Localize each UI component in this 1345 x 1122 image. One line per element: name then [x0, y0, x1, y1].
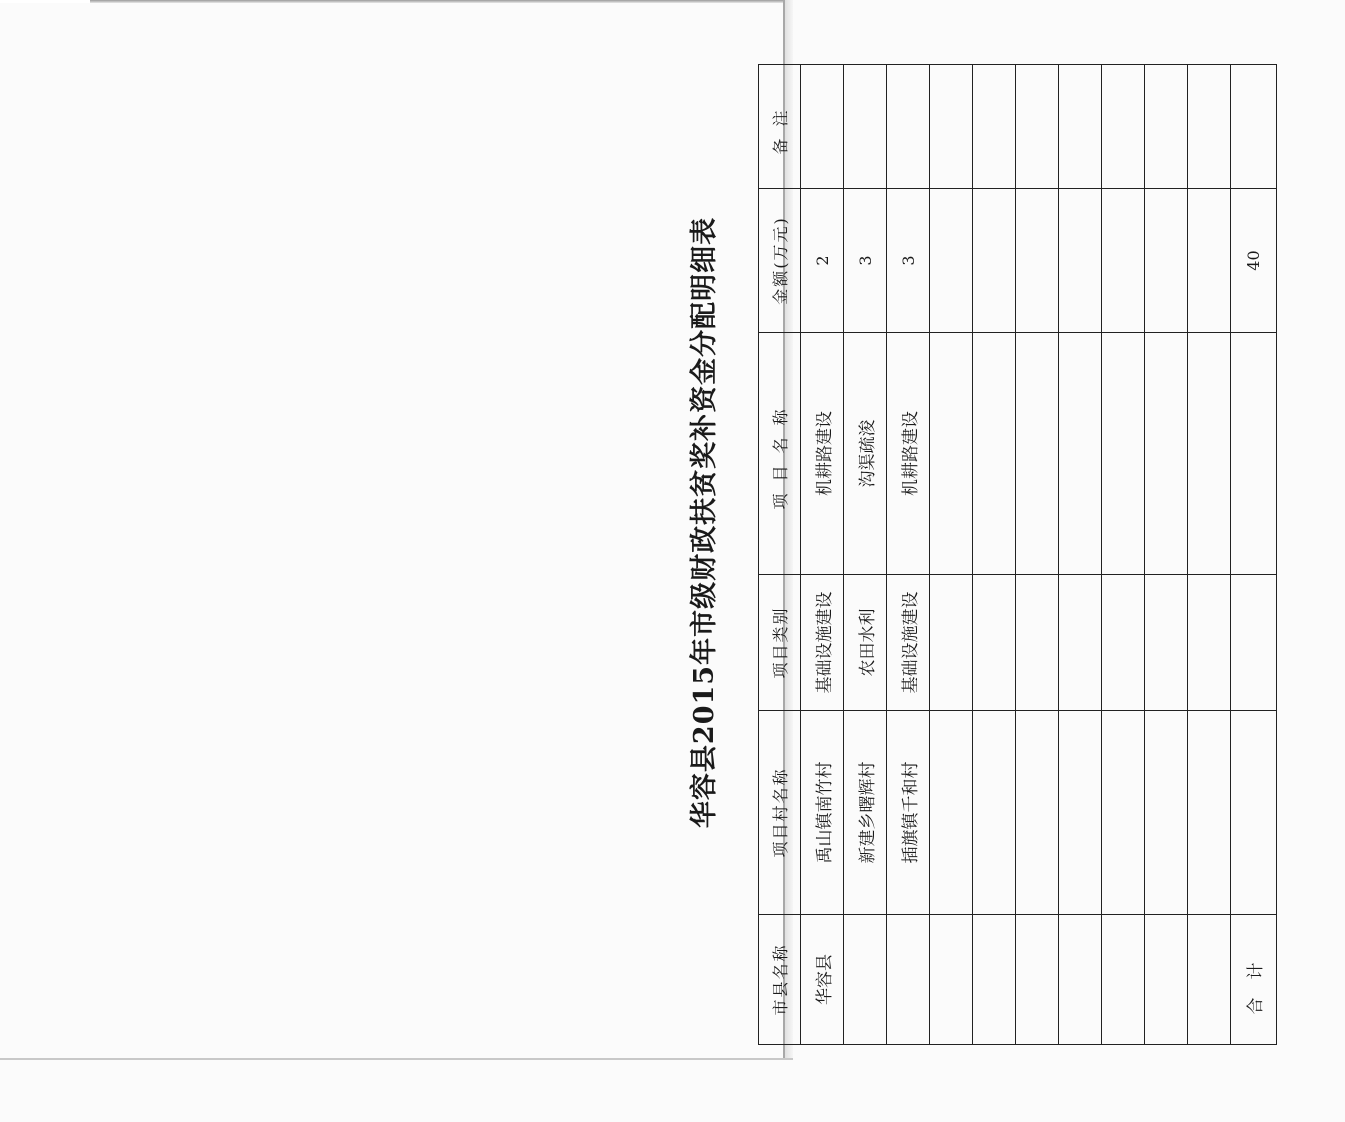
project-name-cell	[930, 333, 973, 575]
category-cell	[1145, 575, 1188, 711]
village-cell	[1145, 711, 1188, 915]
amount-cell: 3	[887, 189, 930, 333]
note-cell	[930, 65, 973, 189]
note-cell	[844, 65, 887, 189]
village-cell	[1102, 711, 1145, 915]
project-name-cell	[973, 333, 1016, 575]
scan-top-edge	[0, 0, 793, 3]
table-row	[930, 65, 973, 1045]
category-cell	[930, 575, 973, 711]
village-cell	[1016, 711, 1059, 915]
table-row	[1102, 65, 1145, 1045]
project-name-cell: 沟渠疏浚	[844, 333, 887, 575]
allocation-table	[758, 64, 1277, 1045]
project-name-cell	[1102, 333, 1145, 575]
note-cell	[1102, 65, 1145, 189]
note-cell	[1016, 65, 1059, 189]
village-cell	[973, 711, 1016, 915]
category-cell	[1188, 575, 1231, 711]
total-cell	[1231, 65, 1277, 189]
project-name-cell: 机耕路建设	[801, 333, 844, 575]
note-cell	[801, 65, 844, 189]
county-cell	[1145, 915, 1188, 1045]
category-cell	[973, 575, 1016, 711]
header-category: 项目类别	[759, 575, 801, 711]
note-cell	[973, 65, 1016, 189]
total-cell	[1231, 333, 1277, 575]
category-cell: 农田水利	[844, 575, 887, 711]
category-cell	[1059, 575, 1102, 711]
table-row	[1059, 65, 1102, 1045]
amount-cell	[1102, 189, 1145, 333]
county-cell	[1059, 915, 1102, 1045]
note-cell	[887, 65, 930, 189]
project-name-cell	[1059, 333, 1102, 575]
table-row	[973, 65, 1016, 1045]
table-row	[1016, 65, 1059, 1045]
village-cell: 禹山镇南竹村	[801, 711, 844, 915]
total-cell	[1231, 711, 1277, 915]
total-cell	[1231, 575, 1277, 711]
table-row	[887, 65, 930, 1045]
village-cell	[1188, 711, 1231, 915]
village-cell	[1059, 711, 1102, 915]
header-note: 备注	[759, 65, 801, 189]
county-cell	[887, 915, 930, 1045]
table-row	[801, 65, 844, 1045]
amount-cell: 3	[844, 189, 887, 333]
table-row	[1188, 65, 1231, 1045]
amount-cell	[1059, 189, 1102, 333]
category-cell: 基础设施建设	[887, 575, 930, 711]
county-cell	[930, 915, 973, 1045]
county-cell	[1102, 915, 1145, 1045]
amount-cell	[1145, 189, 1188, 333]
category-cell	[1016, 575, 1059, 711]
scan-bottom-edge	[0, 1058, 793, 1060]
county-cell	[1188, 915, 1231, 1045]
amount-cell	[1016, 189, 1059, 333]
county-cell	[844, 915, 887, 1045]
category-cell: 基础设施建设	[801, 575, 844, 711]
project-name-cell	[1016, 333, 1059, 575]
amount-cell: 2	[801, 189, 844, 333]
county-cell: 华容县	[801, 915, 844, 1045]
village-cell: 插旗镇千和村	[887, 711, 930, 915]
total-amount: 40	[1231, 189, 1277, 333]
total-row	[1231, 65, 1277, 1045]
header-amount: 金额(万元)	[759, 189, 801, 333]
rotated-page	[680, 0, 1345, 1045]
village-cell: 新建乡曙辉村	[844, 711, 887, 915]
header-county: 市县名称	[759, 915, 801, 1045]
note-cell	[1188, 65, 1231, 189]
header-project: 项目名称	[759, 333, 801, 575]
amount-cell	[973, 189, 1016, 333]
village-cell	[930, 711, 973, 915]
table-row	[844, 65, 887, 1045]
project-name-cell	[1188, 333, 1231, 575]
table-row	[1145, 65, 1188, 1045]
county-cell	[1016, 915, 1059, 1045]
scan-top-edge-gap	[0, 0, 90, 3]
amount-cell	[1188, 189, 1231, 333]
note-cell	[1059, 65, 1102, 189]
header-village: 项目村名称	[759, 711, 801, 915]
project-name-cell	[1145, 333, 1188, 575]
header-row	[759, 65, 801, 1045]
county-cell	[973, 915, 1016, 1045]
note-cell	[1145, 65, 1188, 189]
project-name-cell: 机耕路建设	[887, 333, 930, 575]
total-label: 合计	[1231, 915, 1277, 1045]
category-cell	[1102, 575, 1145, 711]
document-title: 华容县2015年市级财政扶贫奖补资金分配明细表	[689, 216, 720, 829]
amount-cell	[930, 189, 973, 333]
